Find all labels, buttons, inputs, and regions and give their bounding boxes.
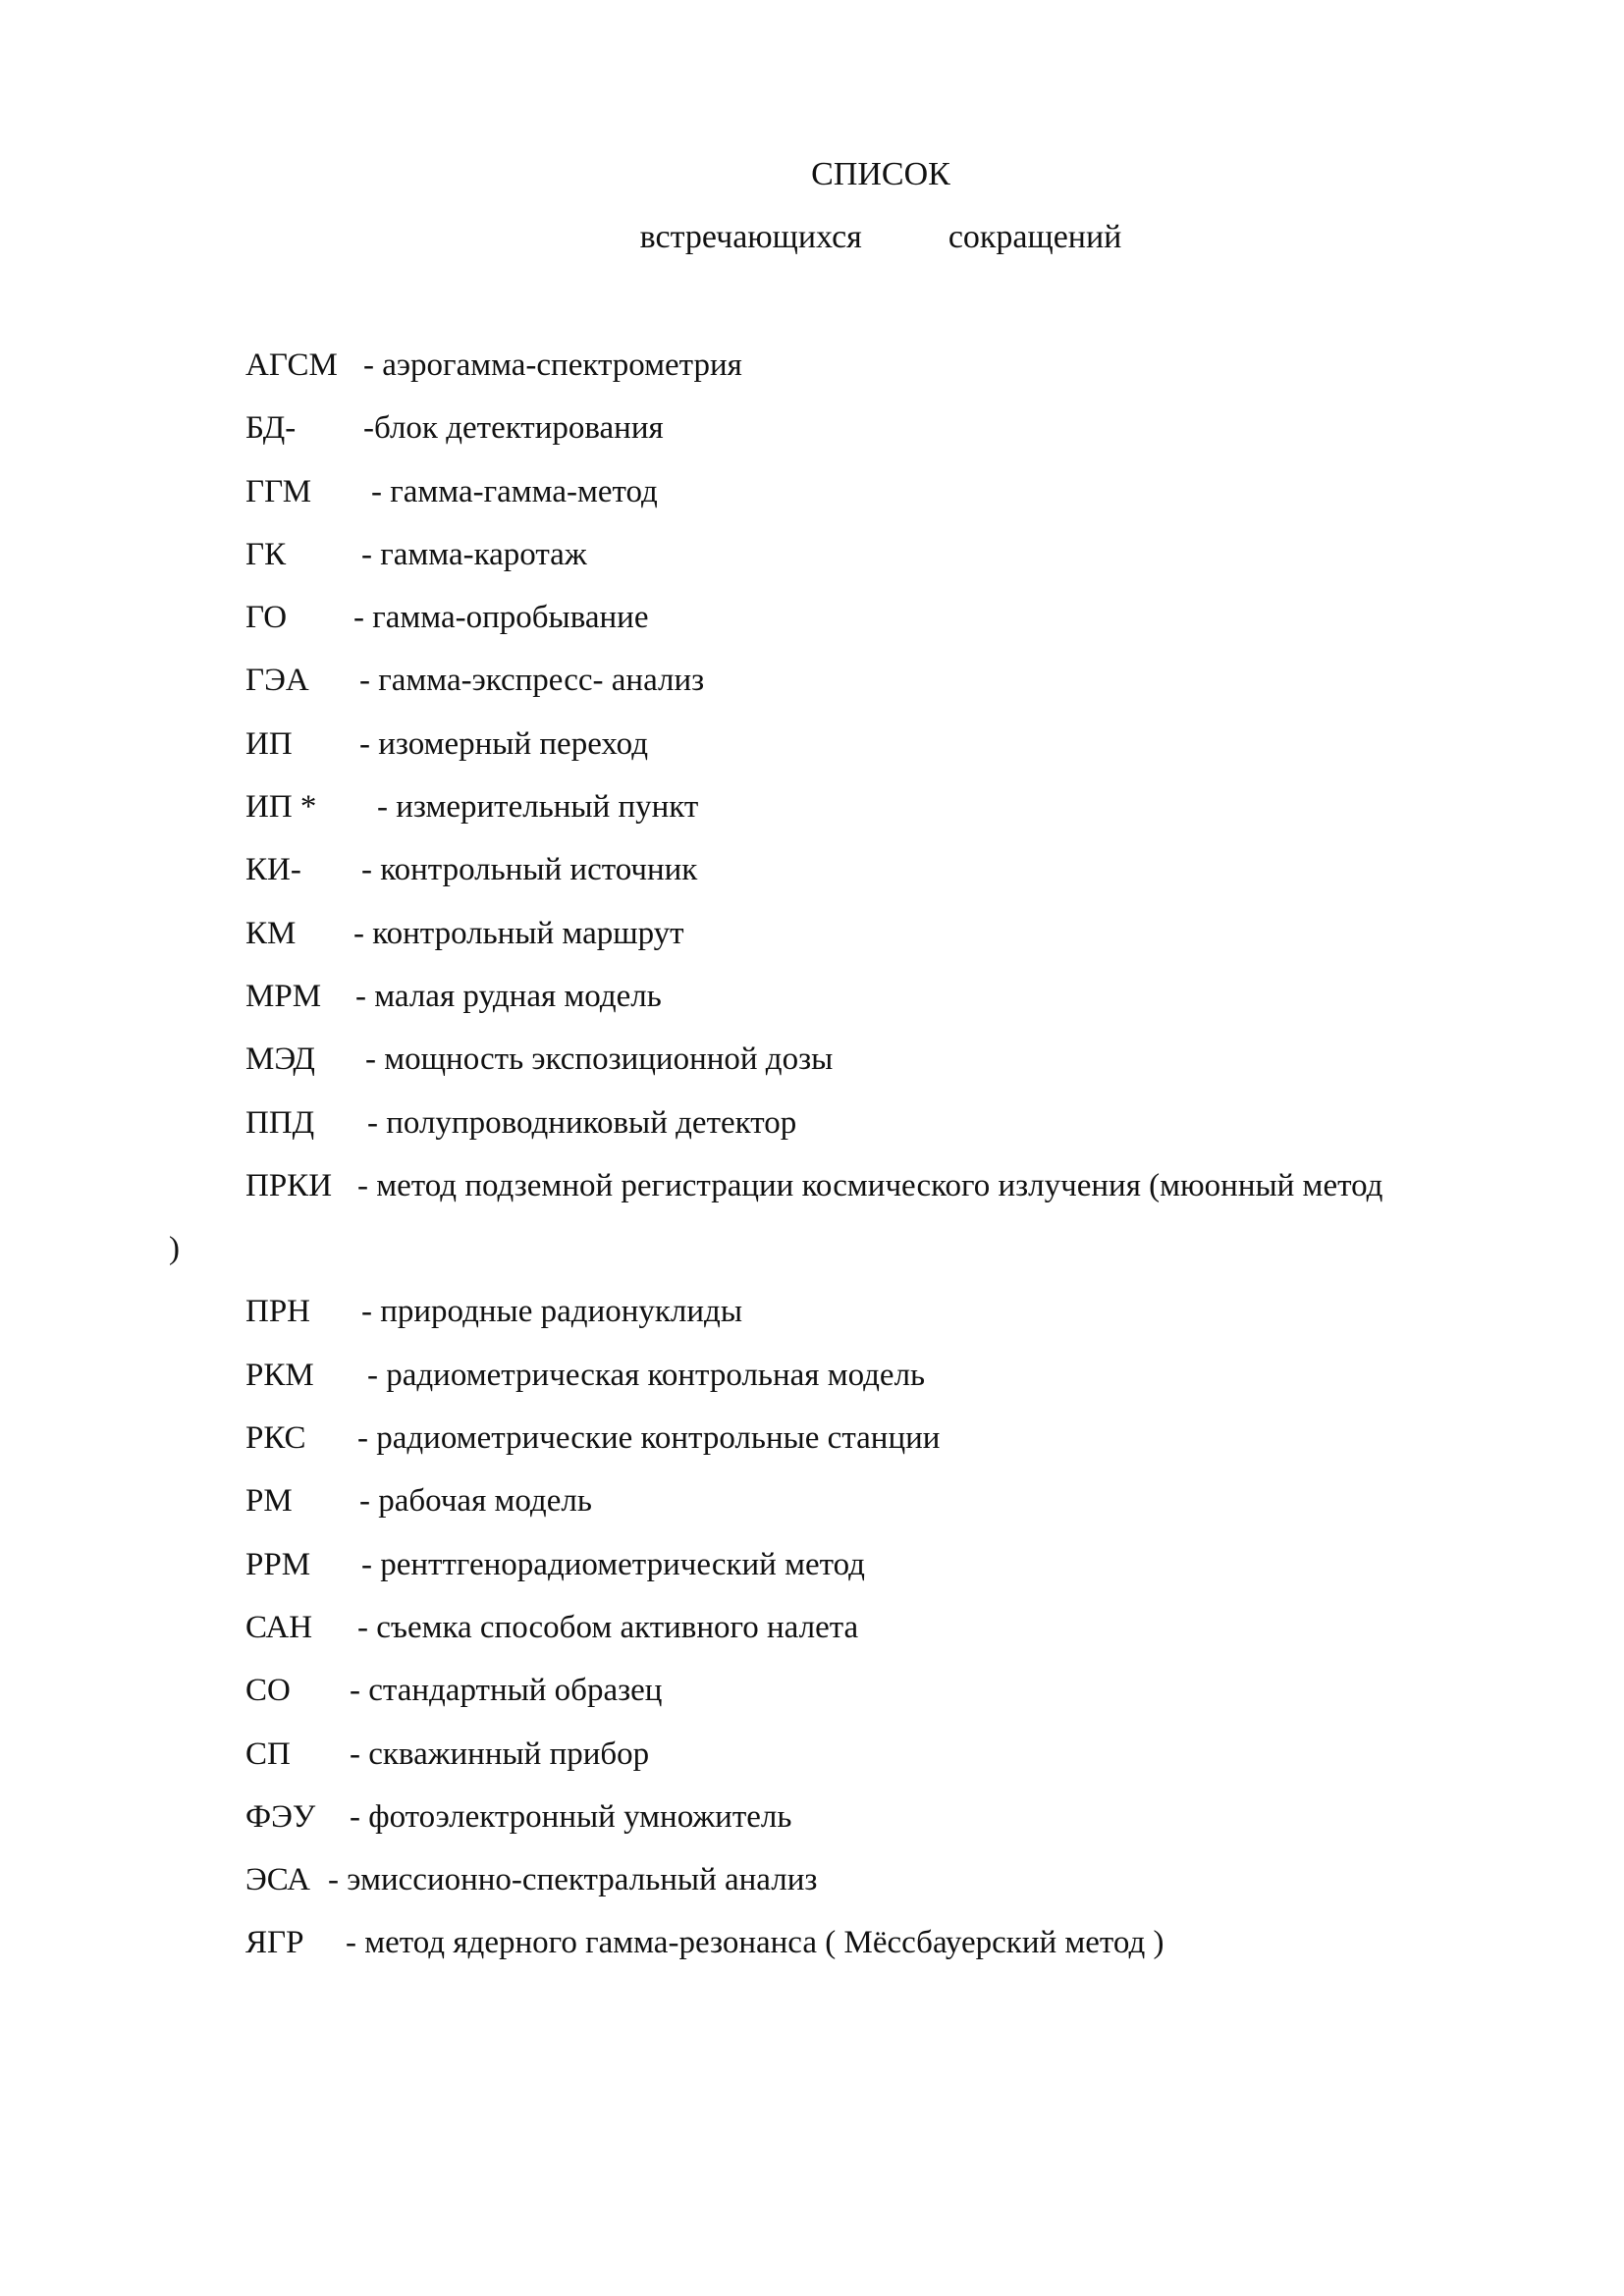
list-item [0,787,1624,850]
abbreviation-definition: - изомерный переход [359,725,648,762]
abbreviation-term: ПРКИ [245,1167,333,1203]
list-item [0,1040,1624,1102]
abbreviation-term: РКС [245,1420,306,1457]
page-title: СПИСОК [811,156,950,192]
abbreviation-definition: - скважинный прибор [350,1735,650,1772]
list-item [0,1545,1624,1608]
abbreviation-definition: - аэрогамма-спектрометрия [363,347,742,383]
abbreviation-term: МЭД [245,1041,315,1078]
abbreviation-term: БД- [245,410,297,447]
abbreviation-definition: - рабочая модель [359,1483,592,1520]
list-item [0,408,1624,471]
abbreviation-term: ЭСА [245,1862,310,1898]
list-item [0,850,1624,913]
abbreviation-definition: - полупроводниковый детектор [367,1104,797,1141]
abbreviation-definition: - гамма-опробывание [353,600,649,636]
list-item [0,1608,1624,1671]
list-item-continuation [0,1229,1624,1292]
page-subtitle [0,218,1624,257]
abbreviation-term: СО [245,1673,291,1709]
list-item [0,1860,1624,1923]
abbreviation-term: ЯГР [245,1925,304,1961]
list-item [0,724,1624,787]
list-item [0,598,1624,661]
abbreviation-definition: - контрольный источник [361,852,698,888]
abbreviation-term: ИП * [245,789,317,826]
abbreviation-definition: - радиометрические контрольные станции [357,1420,941,1457]
abbreviation-definition: - эмиссионно-спектральный анализ [328,1862,818,1898]
list-item [0,661,1624,723]
list-item [0,1103,1624,1166]
abbreviation-definition: - ренттгенорадиометрический метод [361,1546,865,1582]
abbreviation-term: ФЭУ [245,1798,316,1835]
list-item [0,914,1624,977]
list-item [0,1671,1624,1734]
abbreviation-definition: - контрольный маршрут [353,915,684,951]
list-item [0,977,1624,1040]
abbreviation-definition: - съемка способом активного налета [357,1609,859,1645]
abbreviation-term: КИ- [245,852,301,888]
list-item [0,1923,1624,1986]
list-item [0,1481,1624,1544]
abbreviation-definition: - стандартный образец [350,1673,663,1709]
continuation-text: ) [169,1231,180,1267]
list-item [0,1797,1624,1860]
abbreviation-definition: - гамма-экспресс- анализ [359,663,705,699]
abbreviation-definition: - метод ядерного гамма-резонанса ( Мёссбауерский метод ) [346,1925,1164,1961]
list-item [0,1166,1624,1229]
abbreviation-term: СП [245,1735,291,1772]
abbreviation-term: ГО [245,600,288,636]
abbreviation-term: РМ [245,1483,293,1520]
subtitle-word-1: встречающихся [639,219,862,255]
list-item [0,472,1624,535]
abbreviation-term: МРМ [245,978,322,1014]
list-item [0,535,1624,598]
abbreviation-definition: - природные радионуклиды [361,1294,743,1330]
list-item [0,1735,1624,1797]
abbreviation-definition: - мощность экспозиционной дозы [365,1041,834,1078]
abbreviation-term: КМ [245,915,297,951]
abbreviation-term: ГЭА [245,663,309,699]
abbreviation-definition: - малая рудная модель [355,978,662,1014]
abbreviation-term: РРМ [245,1546,311,1582]
abbreviation-definition: - радиометрическая контрольная модель [367,1357,926,1393]
abbreviation-definition: - измерительный пункт [377,789,699,826]
abbreviation-term: ПРН [245,1294,311,1330]
abbreviation-term: АГСМ [245,347,338,383]
subtitle-word-2: сокращений [947,219,1122,255]
abbreviation-term: ИП [245,725,293,762]
list-item [0,1292,1624,1355]
abbreviation-definition: - фотоэлектронный умножитель [350,1798,792,1835]
list-item [0,346,1624,408]
list-item [0,1418,1624,1481]
abbreviation-term: ГГМ [245,473,312,509]
abbreviation-term: РКМ [245,1357,314,1393]
abbreviation-definition: - гамма-гамма-метод [371,473,658,509]
abbreviation-definition: - метод подземной регистрации космического излучения (мюонный метод [357,1167,1383,1203]
abbreviation-term: ГК [245,536,287,572]
abbreviation-definition: -блок детектирования [363,410,664,447]
list-item [0,1356,1624,1418]
abbreviation-definition: - гамма-каротаж [361,536,587,572]
abbreviation-term: ППД [245,1104,315,1141]
abbreviation-term: САН [245,1609,313,1645]
abbreviation-list [0,346,1624,1987]
